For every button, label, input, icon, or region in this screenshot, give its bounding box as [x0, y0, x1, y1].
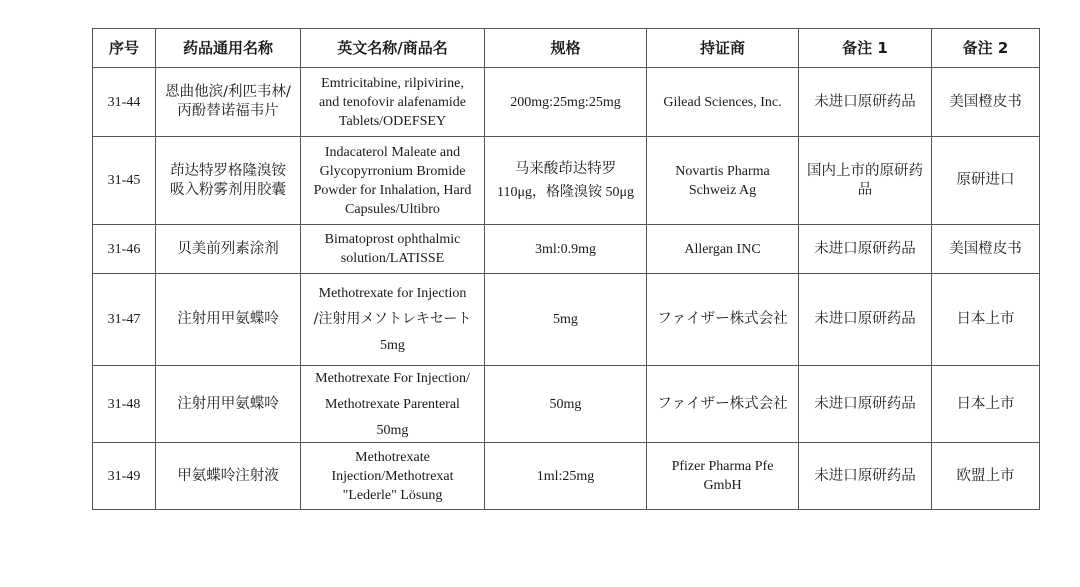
header-generic-name: 药品通用名称 [156, 29, 301, 68]
holder-line: Allergan INC [684, 241, 761, 257]
note1-line: 品 [857, 181, 873, 198]
english-name-line: Emtricitabine, rilpivirine, [321, 75, 464, 91]
english-name-line: /注射用メソトレキセート [313, 311, 472, 327]
note1-line: 未进口原研药品 [814, 467, 916, 484]
holder-cell [647, 443, 799, 510]
note2-cell: 日本上市 [932, 274, 1040, 366]
note1-line: 未进口原研药品 [814, 311, 916, 327]
english-name-line: 50mg [376, 422, 409, 438]
row-no: 31-44 [93, 68, 156, 137]
header-english-trade-name: 英文名称/商品名 [301, 29, 485, 68]
holder-cell [647, 274, 799, 366]
generic-name-line: 茚达特罗格隆溴铵 [170, 162, 286, 179]
note1-line: 未进口原研药品 [814, 93, 916, 110]
holder-line: Gilead Sciences, Inc. [663, 94, 782, 110]
holder-line: GmbH [703, 478, 742, 493]
english-name-line: Tablets/ODEFSEY [338, 113, 447, 129]
generic-name-cell [156, 274, 301, 366]
row-no: 31-47 [93, 274, 156, 366]
generic-name-cell [156, 137, 301, 225]
english-name-line: solution/LATISSE [340, 251, 445, 266]
note2-cell: 日本上市 [932, 366, 1040, 443]
generic-name-line: 丙酚替诺福韦片 [177, 103, 279, 119]
note1-cell [799, 443, 932, 510]
note2-cell: 原研进口 [932, 137, 1040, 225]
row-no: 31-48 [93, 366, 156, 443]
note2-cell: 美国橙皮书 [932, 225, 1040, 274]
spec-cell [485, 68, 647, 137]
english-name-line: Indacaterol Maleate and [324, 144, 461, 160]
header-holder: 持证商 [647, 29, 799, 68]
english-name-line: Injection/Methotrexat [331, 468, 454, 484]
table-row [93, 366, 1040, 443]
header-row [93, 29, 1040, 68]
spec-line: 200mg:25mg:25mg [510, 94, 621, 110]
note1-line: 国内上市的原研药 [807, 162, 923, 179]
spec-line: 马来酸茚达特罗 [514, 160, 617, 177]
header-no: 序号 [93, 29, 156, 68]
generic-name-line: 吸入粉雾剂用胶囊 [170, 181, 286, 198]
table-row [93, 137, 1040, 225]
english-name-cell [301, 443, 485, 510]
spec-cell [485, 137, 647, 225]
english-name-line: and tenofovir alafenamide [319, 94, 466, 110]
spec-cell [485, 366, 647, 443]
header-note1: 备注 1 [799, 29, 932, 68]
english-name-cell [301, 68, 485, 137]
generic-name-line: 注射用甲氨蝶呤 [177, 395, 279, 412]
generic-name-cell [156, 225, 301, 274]
spec-line: 110μg，格隆溴铵 50μg [497, 184, 634, 200]
english-name-cell [301, 274, 485, 366]
generic-name-cell [156, 366, 301, 443]
english-name-cell [301, 137, 485, 225]
english-name-line: Bimatoprost ophthalmic [324, 232, 461, 247]
row-no: 31-49 [93, 443, 156, 510]
table-row [93, 225, 1040, 274]
english-name-line: Powder for Inhalation, Hard [313, 182, 472, 198]
spec-line: 50mg [549, 396, 582, 412]
english-name-cell [301, 225, 485, 274]
note1-line: 未进口原研药品 [814, 240, 916, 257]
english-name-line: Methotrexate For Injection/ [315, 370, 470, 386]
english-name-line: Glycopyrronium Bromide [319, 163, 466, 179]
spec-line: 3ml:0.9mg [534, 241, 597, 257]
table-row [93, 443, 1040, 510]
english-name-line: Capsules/Ultibro [345, 201, 440, 217]
holder-cell [647, 225, 799, 274]
generic-name-line: 注射用甲氨蝶呤 [177, 311, 279, 327]
note1-cell [799, 225, 932, 274]
holder-line: Novartis Pharma [675, 163, 770, 179]
english-name-line: Methotrexate Parenteral [325, 396, 460, 412]
header-note2: 备注 2 [932, 29, 1040, 68]
table-row [93, 274, 1040, 366]
row-no: 31-46 [93, 225, 156, 274]
holder-line: ファイザー株式会社 [657, 395, 788, 412]
table-row [93, 68, 1040, 137]
spec-line: 1ml:25mg [536, 468, 595, 484]
generic-name-line: 贝美前列素涂剂 [177, 240, 279, 257]
spec-cell [485, 225, 647, 274]
holder-cell [647, 137, 799, 225]
note1-line: 未进口原研药品 [814, 395, 916, 412]
header-spec: 规格 [485, 29, 647, 68]
holder-cell [647, 68, 799, 137]
drug-table [92, 28, 1040, 510]
generic-name-line: 恩曲他滨/利匹韦林/ [165, 84, 291, 100]
holder-cell [647, 366, 799, 443]
holder-line: ファイザー株式会社 [657, 311, 788, 327]
note1-cell [799, 137, 932, 225]
spec-cell [485, 443, 647, 510]
spec-line: 5mg [553, 312, 578, 327]
english-name-line: "Lederle" Lösung [342, 487, 443, 503]
note1-cell [799, 274, 932, 366]
generic-name-cell [156, 68, 301, 137]
holder-line: Pfizer Pharma Pfe [671, 459, 774, 474]
english-name-line: 5mg [380, 338, 405, 353]
english-name-line: Methotrexate for Injection [318, 286, 467, 301]
generic-name-line: 甲氨蝶呤注射液 [177, 467, 279, 484]
note2-cell: 欧盟上市 [932, 443, 1040, 510]
english-name-cell [301, 366, 485, 443]
english-name-line: Methotrexate [355, 449, 430, 465]
holder-line: Schweiz Ag [688, 182, 757, 198]
note1-cell [799, 366, 932, 443]
spec-cell [485, 274, 647, 366]
generic-name-cell [156, 443, 301, 510]
row-no: 31-45 [93, 137, 156, 225]
note2-cell: 美国橙皮书 [932, 68, 1040, 137]
note1-cell [799, 68, 932, 137]
